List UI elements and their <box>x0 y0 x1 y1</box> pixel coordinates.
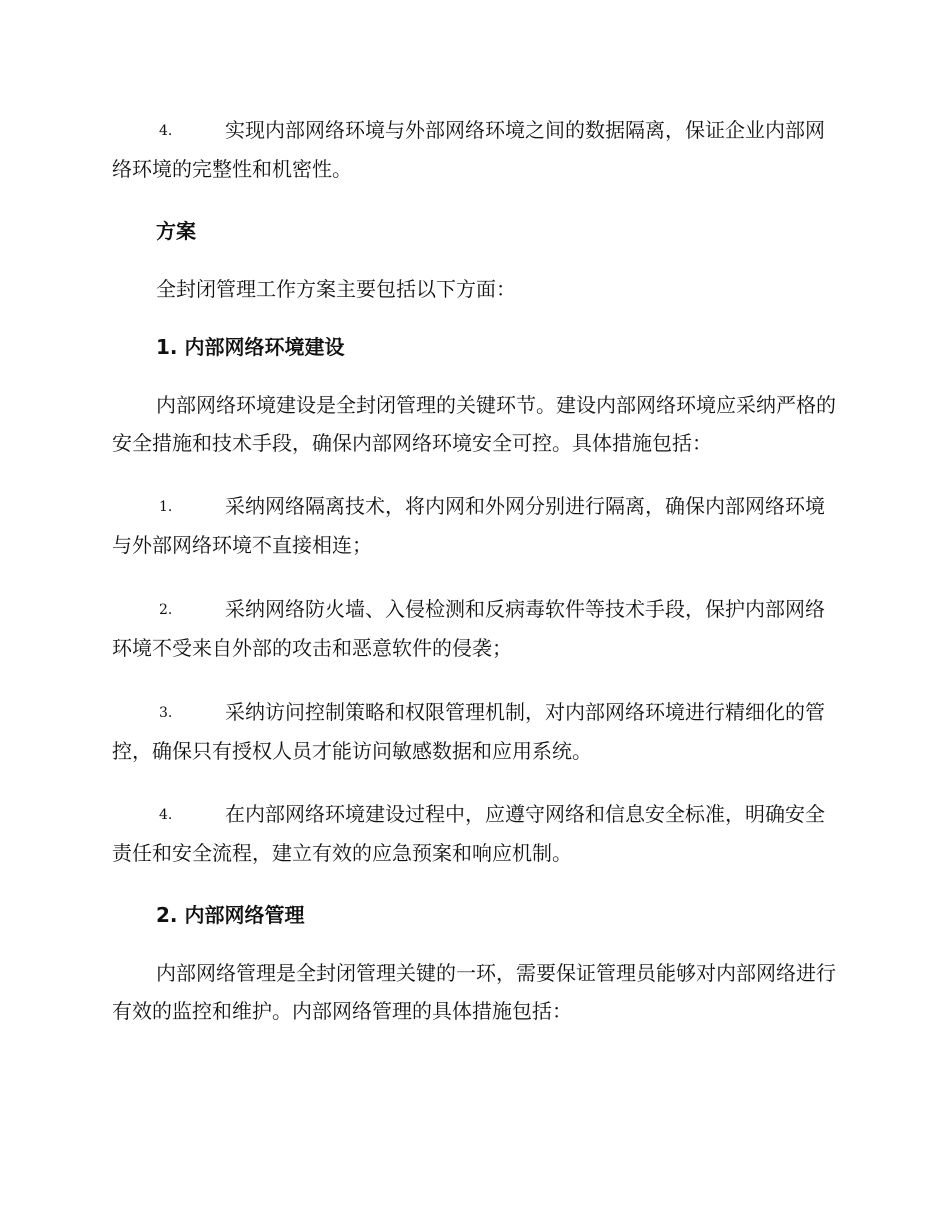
list-text: 实现内部网络环境与外部网络环境之间的数据隔离，保证企业内部网络环境的完整性和机密性。 <box>112 118 825 181</box>
list-item-3 <box>112 693 837 770</box>
intro-paragraph: 全封闭管理工作方案主要包括以下方面： <box>156 277 516 301</box>
paragraph-section-1: 内部网络环境建设是全封闭管理的关键环节。建设内部网络环境应采纳严格的安全措施和技术手段，确保内部网络环境安全可控。具体措施包括： <box>112 393 836 455</box>
list-text: 在内部网络环境建设过程中，应遵守网络和信息安全标准，明确安全责任和安全流程，建立有效的应急预案和响应机制。 <box>112 802 825 865</box>
list-number: 4. <box>159 123 173 139</box>
list-number: 4. <box>159 807 173 823</box>
list-text: 采纳访问控制策略和权限管理机制，对内部网络环境进行精细化的管控，确保只有授权人员才能访问敏感数据和应用系统。 <box>112 700 825 763</box>
list-item-1 <box>112 487 837 564</box>
list-number: 1. <box>159 499 173 515</box>
list-item-4-prev <box>112 111 837 188</box>
list-number: 3. <box>159 705 173 721</box>
list-item-4 <box>112 795 837 872</box>
paragraph-section-2: 内部网络管理是全封闭管理关键的一环，需要保证管理员能够对内部网络进行有效的监控和维护。内部网络管理的具体措施包括： <box>112 961 836 1023</box>
heading-plan: 方案 <box>156 219 196 243</box>
list-number: 2. <box>159 602 173 618</box>
heading-section-2: 2. 内部网络管理 <box>156 903 305 927</box>
list-text: 采纳网络隔离技术，将内网和外网分别进行隔离，确保内部网络环境与外部网络环境不直接相连； <box>112 494 825 557</box>
heading-section-1: 1. 内部网络环境建设 <box>156 335 345 359</box>
list-item-2 <box>112 590 837 667</box>
list-text: 采纳网络防火墙、入侵检测和反病毒软件等技术手段，保护内部网络环境不受来自外部的攻击和恶意软件的侵袭； <box>112 597 825 660</box>
